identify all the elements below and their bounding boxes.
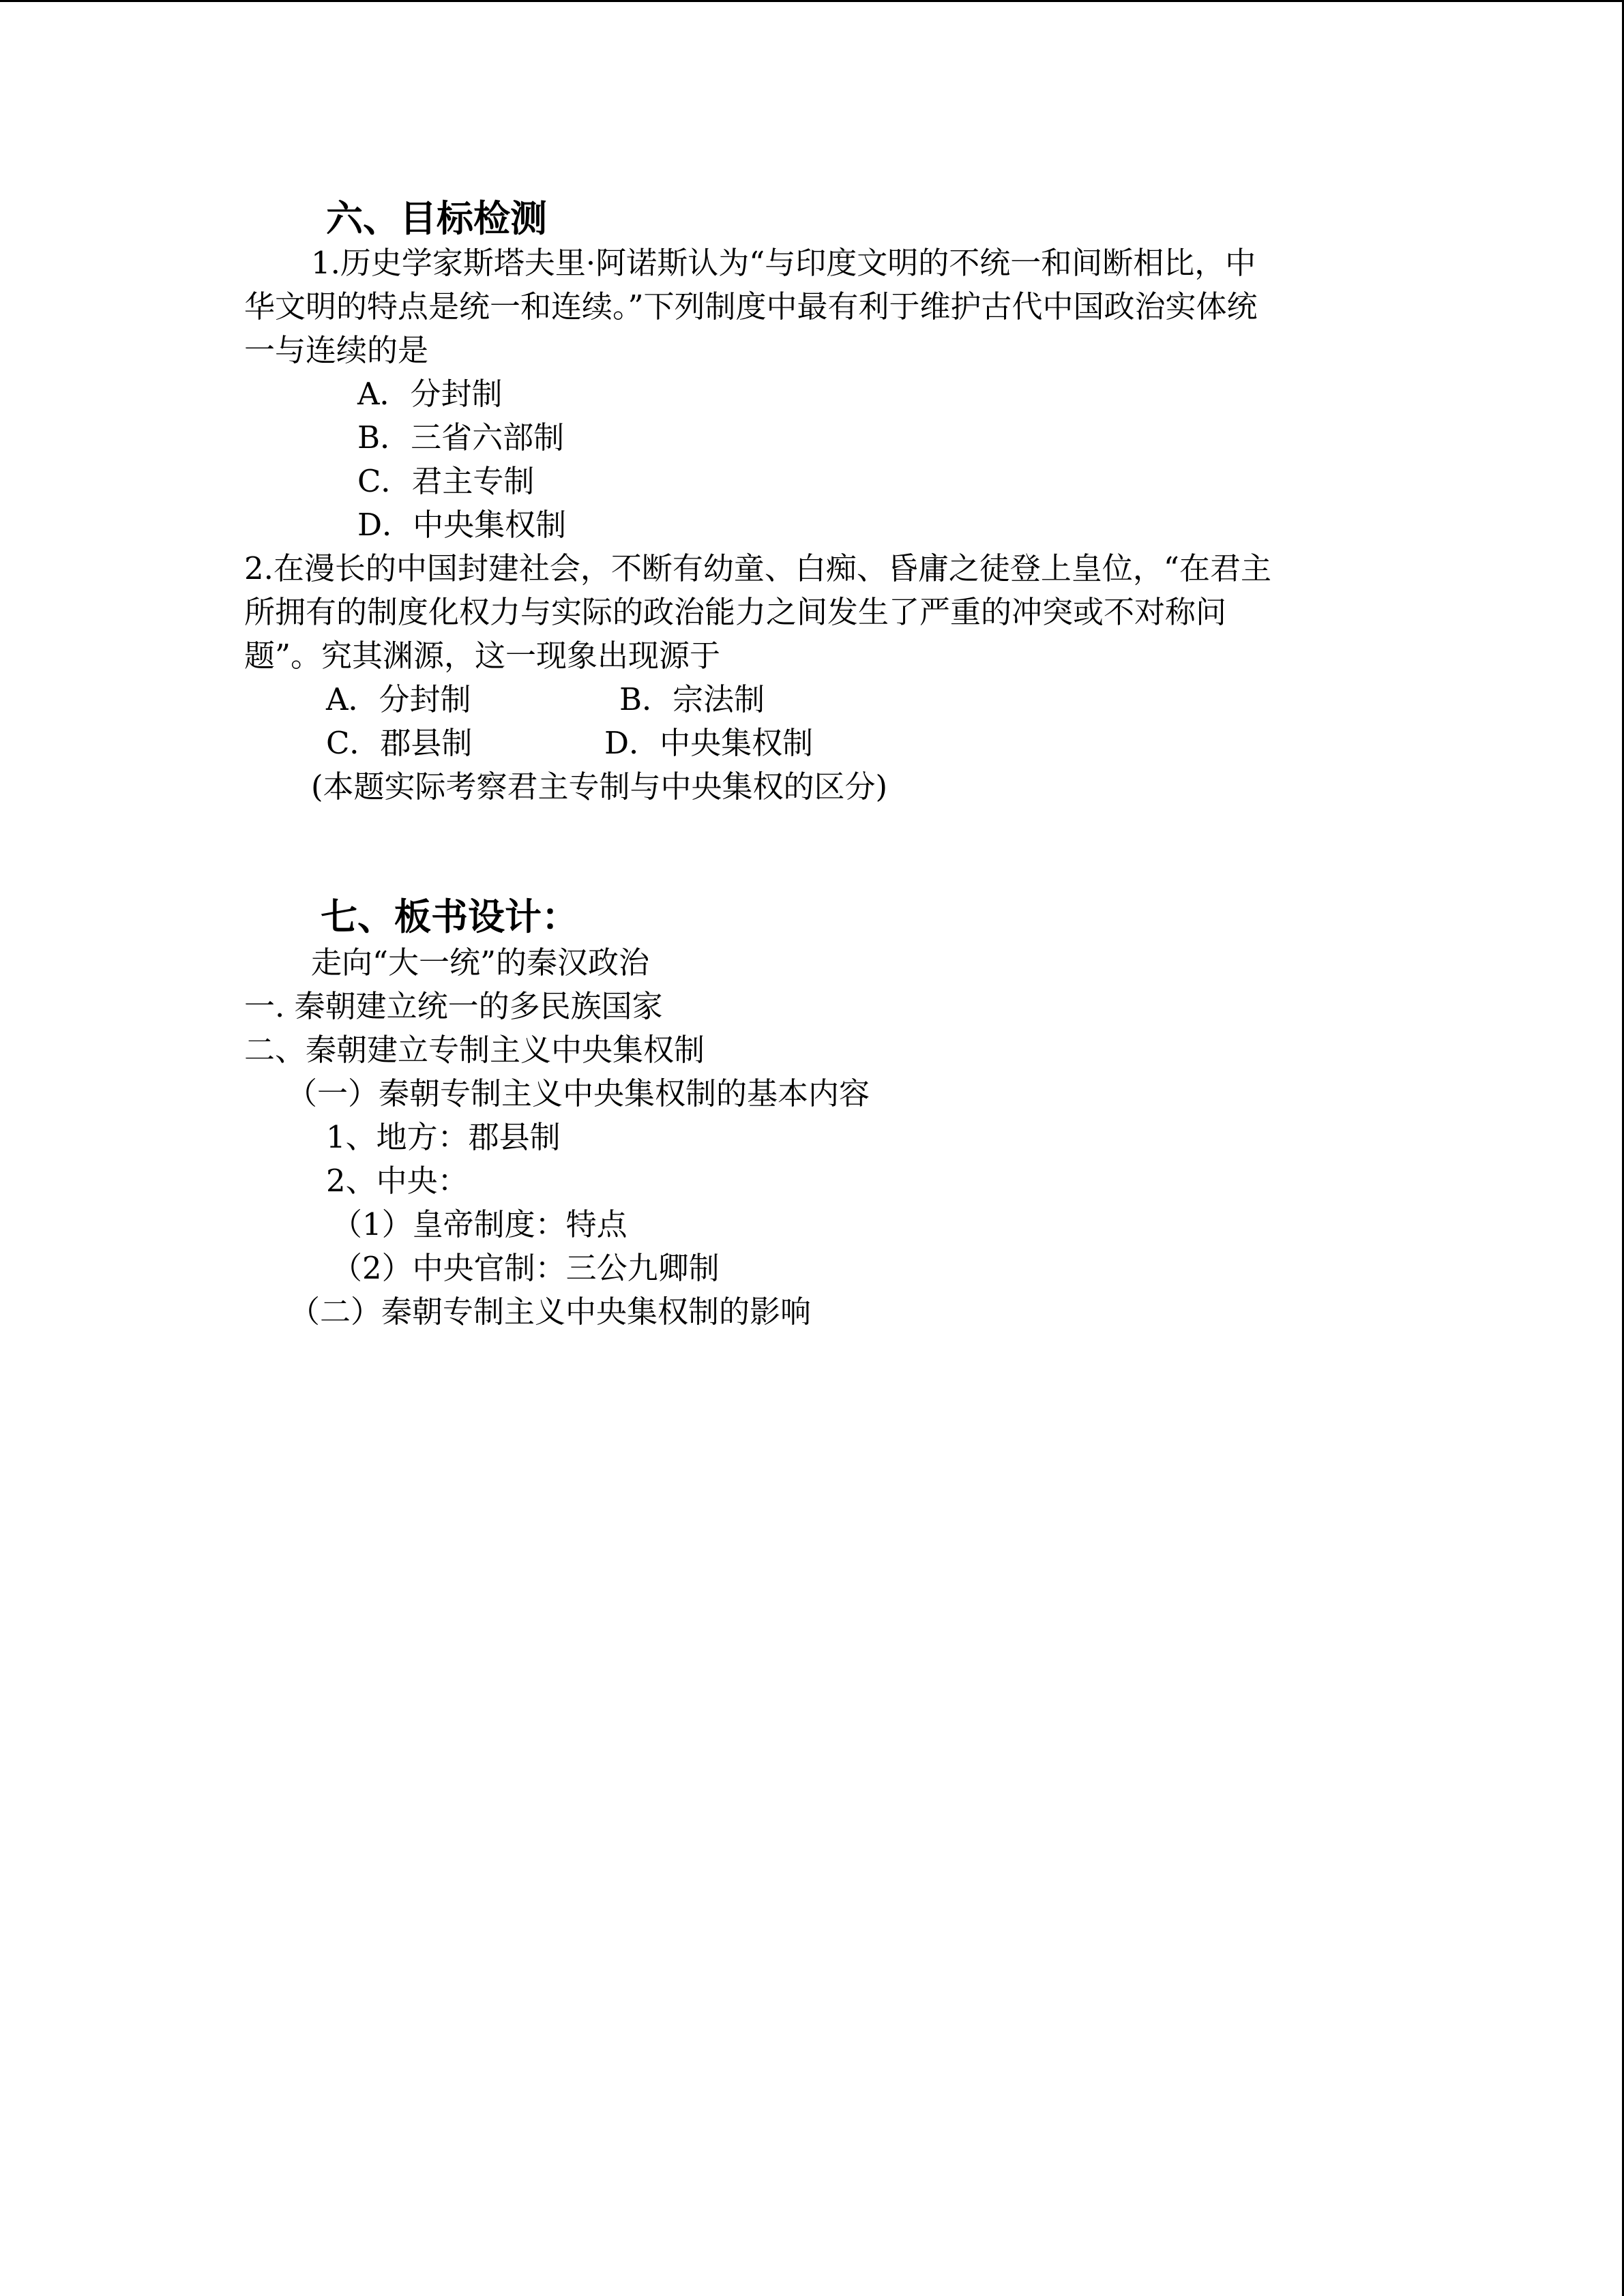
question-1-option-a: A．分封制 [357, 376, 503, 412]
question-2-line-3: 题”。究其渊源，这一现象出现源于 [244, 638, 721, 674]
question-2-note: (本题实际考察君主专制与中央集权的区分) [311, 769, 888, 805]
board-item-2-1-2-2: （2）中央官制：三公九卿制 [331, 1250, 720, 1286]
question-2-option-d: D．中央集权制 [604, 725, 814, 761]
question-2-option-a: A．分封制 [326, 681, 471, 717]
board-item-2-1-2: 2、中央： [326, 1163, 469, 1199]
board-item-1: 一. 秦朝建立统一的多民族国家 [244, 988, 663, 1024]
question-2-option-b: B．宗法制 [619, 681, 765, 717]
question-2-option-c: C．郡县制 [326, 725, 473, 761]
board-title: 走向“大一统”的秦汉政治 [311, 944, 650, 981]
section-7-heading: 七、板书设计： [321, 895, 578, 938]
question-1-option-c: C．君主专制 [357, 463, 535, 499]
question-1-line-1: 1.历史学家斯塔夫里·阿诺斯认为“与印度文明的不统一和间断相比，中 [311, 245, 1256, 281]
board-item-2-1-2-1: （1）皇帝制度：特点 [331, 1206, 628, 1242]
question-1-option-b: B．三省六部制 [357, 419, 565, 456]
board-item-2-1: （一）秦朝专制主义中央集权制的基本内容 [286, 1075, 870, 1112]
question-2-line-1: 2.在漫长的中国封建社会，不断有幼童、白痴、昏庸之徒登上皇位，“在君主 [244, 550, 1271, 586]
question-1-line-3: 一与连续的是 [244, 332, 429, 368]
page-top-border [0, 0, 1624, 2]
question-2-line-2: 所拥有的制度化权力与实际的政治能力之间发生了严重的冲突或不对称问 [244, 594, 1227, 630]
board-item-2-2: （二）秦朝专制主义中央集权制的影响 [289, 1294, 812, 1330]
question-1-option-d: D．中央集权制 [357, 507, 567, 543]
section-6-heading: 六、目标检测 [326, 197, 547, 240]
board-item-2-1-1: 1、地方：郡县制 [326, 1119, 561, 1155]
board-item-2: 二、秦朝建立专制主义中央集权制 [244, 1032, 705, 1068]
question-1-line-2: 华文明的特点是统一和连续。”下列制度中最有利于维护古代中国政治实体统 [244, 288, 1258, 325]
